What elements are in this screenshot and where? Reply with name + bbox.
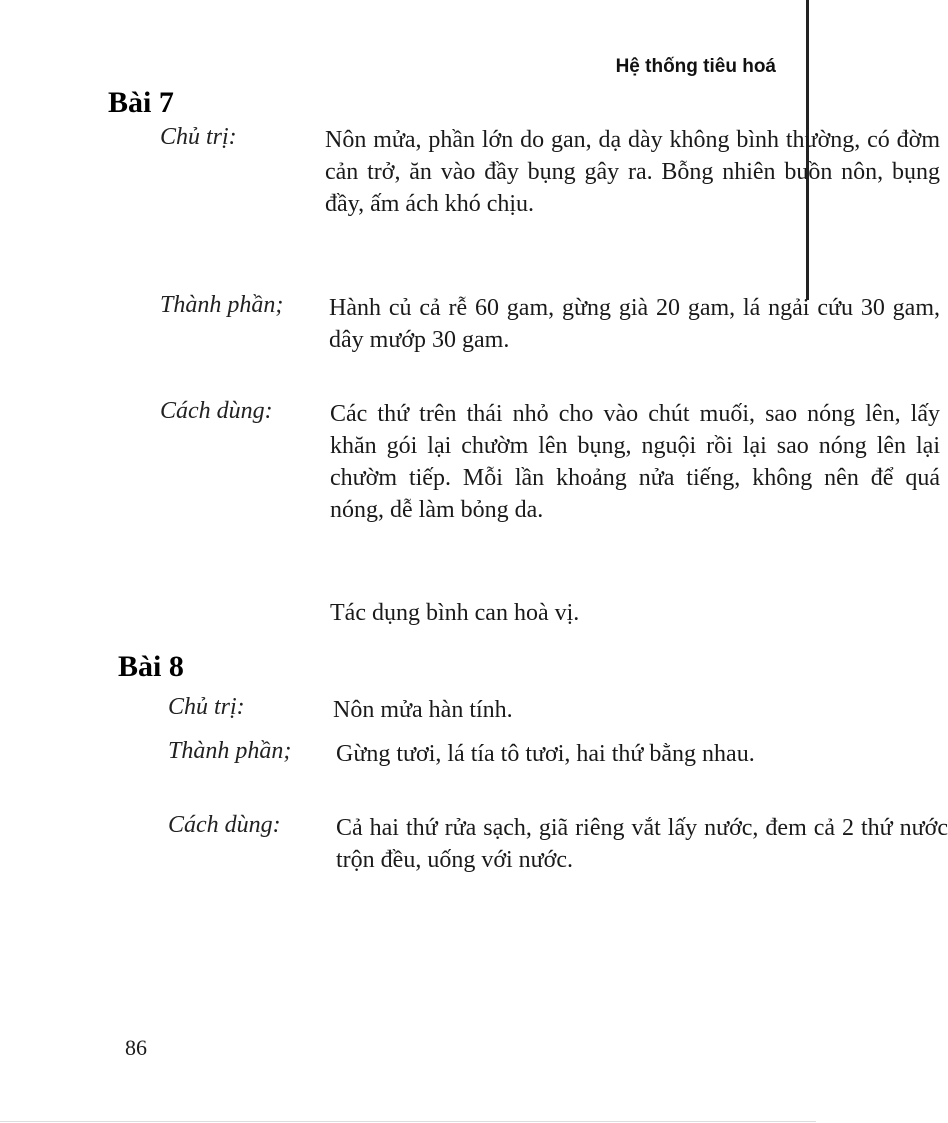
running-header: Hệ thống tiêu hoá	[615, 56, 776, 77]
entry-label: Cách dùng:	[160, 398, 273, 424]
bottom-rule	[0, 1121, 816, 1122]
entry-label: Chủ trị:	[160, 124, 237, 150]
entry-label: Thành phần;	[168, 738, 292, 764]
page-number: 86	[125, 1035, 147, 1060]
entry-text: Nôn mửa, phần lớn do gan, dạ dày không bình thường, có đờm cản trở, ăn vào đầy bụng gây ra. Bỗng nhiên buồn nôn, bụng đầy, ấm ách khó chịu.	[325, 127, 940, 217]
entry-text: Cả hai thứ rửa sạch, giã riêng vắt lấy nước, đem cả 2 thứ nước trộn đều, uống với nước.	[336, 815, 948, 873]
entry-text: Nôn mửa hàn tính.	[333, 697, 513, 723]
entry-text: Các thứ trên thái nhỏ cho vào chút muối, sao nóng lên, lấy khăn gói lại chườm lên bụng, nguội rồi lại sao nóng lên lại chườm tiếp. Mỗi lần khoảng nửa tiếng, không nên để quá nóng, dễ làm bỏng da.	[330, 401, 940, 523]
entry-label: Cách dùng:	[168, 812, 281, 838]
entry-label: Thành phần;	[160, 292, 284, 318]
entry-text: Hành củ cả rễ 60 gam, gừng già 20 gam, lá ngải cứu 30 gam, dây mướp 30 gam.	[329, 295, 940, 353]
entry-label: Chủ trị:	[168, 694, 245, 720]
entry-text: Gừng tươi, lá tía tô tươi, hai thứ bằng nhau.	[336, 741, 755, 767]
section-heading-bai-8: Bài 8	[118, 650, 184, 683]
effect-note: Tác dụng bình can hoà vị.	[330, 600, 580, 626]
section-heading-bai-7: Bài 7	[108, 86, 174, 119]
